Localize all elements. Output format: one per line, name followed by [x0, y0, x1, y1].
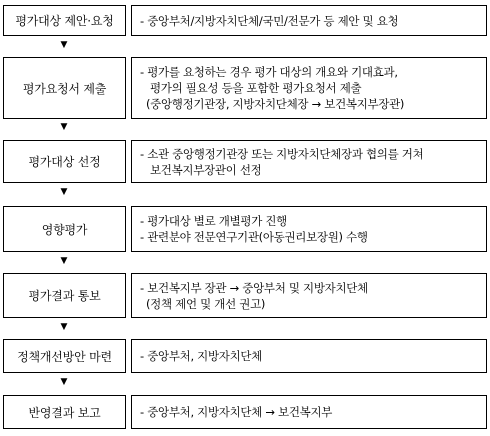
- step-detail-box: [131, 273, 487, 318]
- step-detail-line: (정책 제언 및 개선 권고): [146, 296, 266, 311]
- flow-step: [0, 57, 490, 119]
- step-detail-line: - 중앙부처, 지방자치단체: [140, 349, 263, 363]
- down-arrow-icon: ▼: [60, 377, 68, 387]
- step-detail-box: [131, 140, 487, 183]
- step-title: 평가대상 제안·요청: [15, 14, 114, 28]
- flow-step: [0, 339, 490, 373]
- down-arrow-icon: ▼: [60, 322, 68, 332]
- step-detail-box: [131, 339, 487, 373]
- step-detail-line: 보건복지부장관이 선정: [150, 162, 262, 177]
- down-arrow-icon: ▼: [60, 40, 68, 50]
- step-detail-box: [131, 5, 487, 36]
- step-title-box: [3, 395, 126, 429]
- step-detail-line: - 평가대상 별로 개별평가 진행: [140, 214, 287, 228]
- step-detail-box: [131, 206, 487, 252]
- step-title-box: [3, 273, 126, 318]
- step-title: 평가결과 통보: [28, 289, 101, 303]
- step-title-box: [3, 339, 126, 373]
- flow-step: [0, 206, 490, 252]
- step-detail-line: - 평가를 요청하는 경우 평가 대상의 개요와 기대효과,: [140, 65, 398, 79]
- step-detail-box: [131, 395, 487, 429]
- step-title: 평가요청서 제출: [22, 81, 107, 96]
- step-detail-line: - 소관 중앙행정기관장 또는 지방자치단체장과 협의를 거쳐: [140, 146, 424, 161]
- step-title-box: [3, 140, 126, 183]
- step-title: 정책개선방안 마련: [17, 349, 112, 364]
- flow-step: [0, 395, 490, 429]
- down-arrow-icon: ▼: [60, 256, 68, 266]
- step-title-box: [3, 5, 126, 36]
- step-title: 평가대상 선정: [28, 155, 101, 169]
- step-title-box: [3, 206, 126, 252]
- step-detail-line: - 보건복지부 장관 → 중앙부처 및 지방자치단체: [140, 280, 368, 295]
- down-arrow-icon: ▼: [60, 122, 68, 132]
- flow-step: [0, 140, 490, 183]
- down-arrow-icon: ▼: [60, 187, 68, 197]
- step-detail-box: [131, 57, 487, 119]
- step-detail-line: - 중앙부처/지방자치단체/국민/전문가 등 제안 및 요청: [140, 13, 399, 28]
- step-title: 영향평가: [41, 222, 88, 237]
- flow-step: [0, 273, 490, 318]
- step-detail-line: 평가의 필요성 등을 포함한 평가요청서 제출: [150, 81, 362, 95]
- step-detail-line: - 관련분야 전문연구기관(아동권리보장원) 수행: [140, 230, 368, 244]
- step-detail-line: (중앙행정기관장, 지방자치단체장 → 보건복지부장관): [146, 97, 405, 111]
- flow-step: [0, 5, 490, 36]
- step-title-box: [3, 57, 126, 119]
- step-detail-line: - 중앙부처, 지방자치단체 → 보건복지부: [140, 405, 333, 419]
- step-title: 반영결과 보고: [28, 405, 101, 420]
